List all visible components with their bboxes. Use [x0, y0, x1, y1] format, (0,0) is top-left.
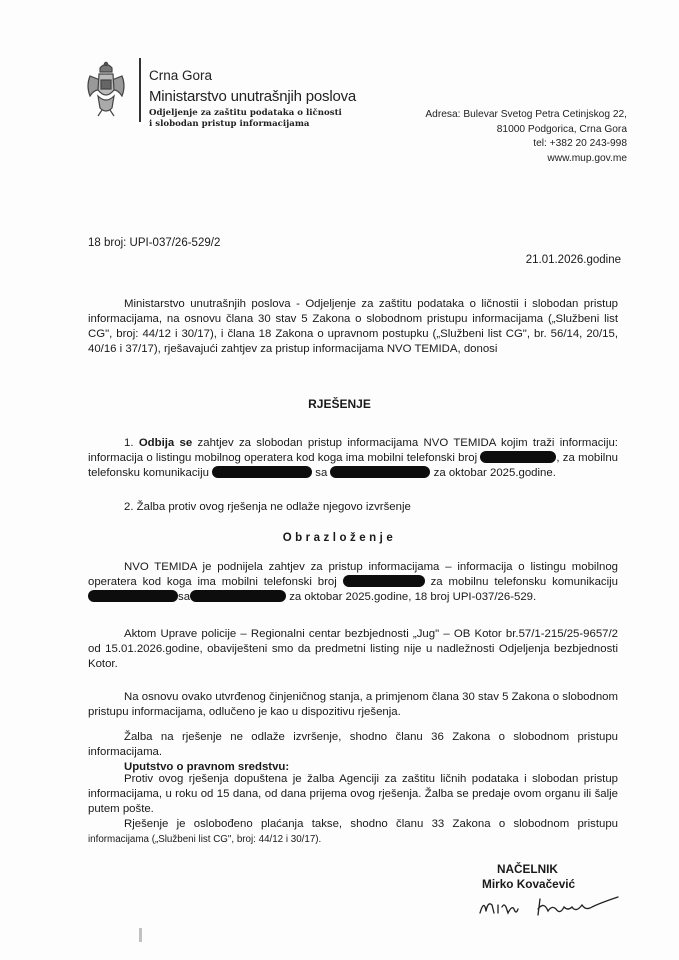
website: www.mup.gov.me: [547, 152, 627, 164]
reasoning-paragraph-1: [88, 560, 618, 605]
handwritten-signature-icon: [478, 893, 628, 921]
redacted-phone-number: [190, 590, 286, 602]
fee-text-b: informacijama („Službeni list CG", broj: 44/12 i 30/17).: [88, 834, 322, 845]
decision-title: RJEŠENJE: [308, 397, 371, 411]
reasoning-1-text-a: NVO TEMIDA je podnijela zahtjev za pristup informacijama – informacija o listingu mobilnog operatera kod koga ima mobilni telefonski broj: [88, 561, 618, 588]
signatory-title: NAČELNIK: [497, 862, 558, 876]
reasoning-paragraph-2: Aktom Uprave policije – Regionalni centar bezbjednosti „Jug" – OB Kotor br.57/1-215/25-9657/2 od 15.01.2026.godine, obaviješteni smo da predmetni listing nije u nadležnosti Odjeljenja bezbjednosti Kotor.: [88, 628, 618, 670]
intro-paragraph: Ministarstvo unutrašnjih poslova - Odjeljenje za zaštitu podataka o ličnostii i slobodan pristup informacijama, na osnovu člana 30 stav 5 Zakona o slobodnom pristupu informacijama („Službeni list CG", broj: 44/12 i 30/17), i člana 18 Zakona o upravnom postupku („Službeni list CG", br. 56/14, 20/15, 40/16 i 37/17), rješavajući zahtjev za pristup informacijama NVO TEMIDA, donosi: [88, 298, 618, 355]
fee-text-a: Rješenje je oslobođeno plaćanja takse, shodno članu 33 Zakona o slobodnom pristupu: [124, 818, 618, 830]
document-date: 21.01.2026.godine: [525, 254, 621, 266]
phone: tel: +382 20 243-998: [533, 138, 627, 149]
redacted-phone-number: [212, 466, 312, 478]
montenegro-coat-of-arms-icon: [84, 60, 128, 118]
header-divider: [139, 58, 141, 122]
redacted-phone-number: [330, 466, 430, 478]
address-line-1: Adresa: Bulevar Svetog Petra Cetinjskog 22,: [425, 109, 627, 120]
item-1-text-c: sa: [315, 467, 328, 479]
signatory-name: Mirko Kovačević: [482, 877, 576, 891]
reasoning-paragraph-4: Žalba na rješenje ne odlaže izvršenje, shodno članu 36 Zakona o slobodnom pristupu informacijama.: [88, 731, 618, 758]
reasoning-1-text-c: sa: [178, 591, 191, 603]
item-1-text-d: za oktobar 2025.godine.: [433, 467, 556, 479]
redacted-phone-number: [480, 451, 556, 463]
department-line-1: Odjeljenje za zaštitu podataka o ličnosti: [149, 108, 342, 118]
header-department: [149, 108, 342, 130]
legal-remedy-heading: Uputstvo o pravnom sredstvu:: [124, 761, 290, 773]
decision-item-2: 2. Žalba protiv ovog rješenja ne odlaže njegovo izvršenje: [124, 501, 411, 513]
reasoning-paragraph-3: Na osnovu ovako utvrđenog činjeničnog stanja, a primjenom člana 30 stav 5 Zakona o slobodnom pristupu informacijama, odlučeno je kao u dispozitivu rješenja.: [88, 691, 618, 718]
item-1-bold-lead: Odbija se: [138, 437, 193, 449]
department-line-2: i slobodan pristup informacijama: [149, 119, 310, 129]
reasoning-title: Obrazloženje: [282, 532, 397, 544]
item-1-text-b: , za mobilnu telefonsku komunikaciju: [88, 452, 618, 479]
header-ministry: Ministarstvo unutrašnjih poslova: [149, 88, 357, 105]
address-block: [425, 108, 627, 166]
redacted-phone-number: [88, 590, 178, 602]
address-line-2: 81000 Podgorica, Crna Gora: [496, 123, 627, 135]
item-1-number: 1.: [124, 437, 134, 449]
reasoning-1-text-d: za oktobar 2025.godine, 18 broj UPI-037/26-529.: [289, 591, 537, 603]
scan-artifact: [139, 928, 142, 942]
legal-remedy-paragraph: Protiv ovog rješenja dopuštena je žalba Agenciji za zaštitu ličnih podataka i slobodan pristup informacijama, u roku od 15 dana, od dana prijema ovog rješenja. Žalba se predaje ovom organu ili šalje putem pošte.: [88, 773, 618, 815]
item-1-text-a: zahtjev za slobodan pristup informacijama NVO TEMIDA kojim traži informaciju: informacija o listingu mobilnog operatera kod koga ima mobilni telefonski broj: [88, 437, 618, 464]
fee-exemption-paragraph: [88, 817, 618, 847]
reference-number: 18 broj: UPI-037/26-529/2: [88, 237, 221, 249]
decision-item-1: [88, 436, 618, 481]
redacted-phone-number: [343, 575, 425, 587]
header-country: Crna Gora: [149, 68, 213, 83]
reasoning-1-text-b: za mobilnu telefonsku komunikaciju: [430, 576, 618, 588]
